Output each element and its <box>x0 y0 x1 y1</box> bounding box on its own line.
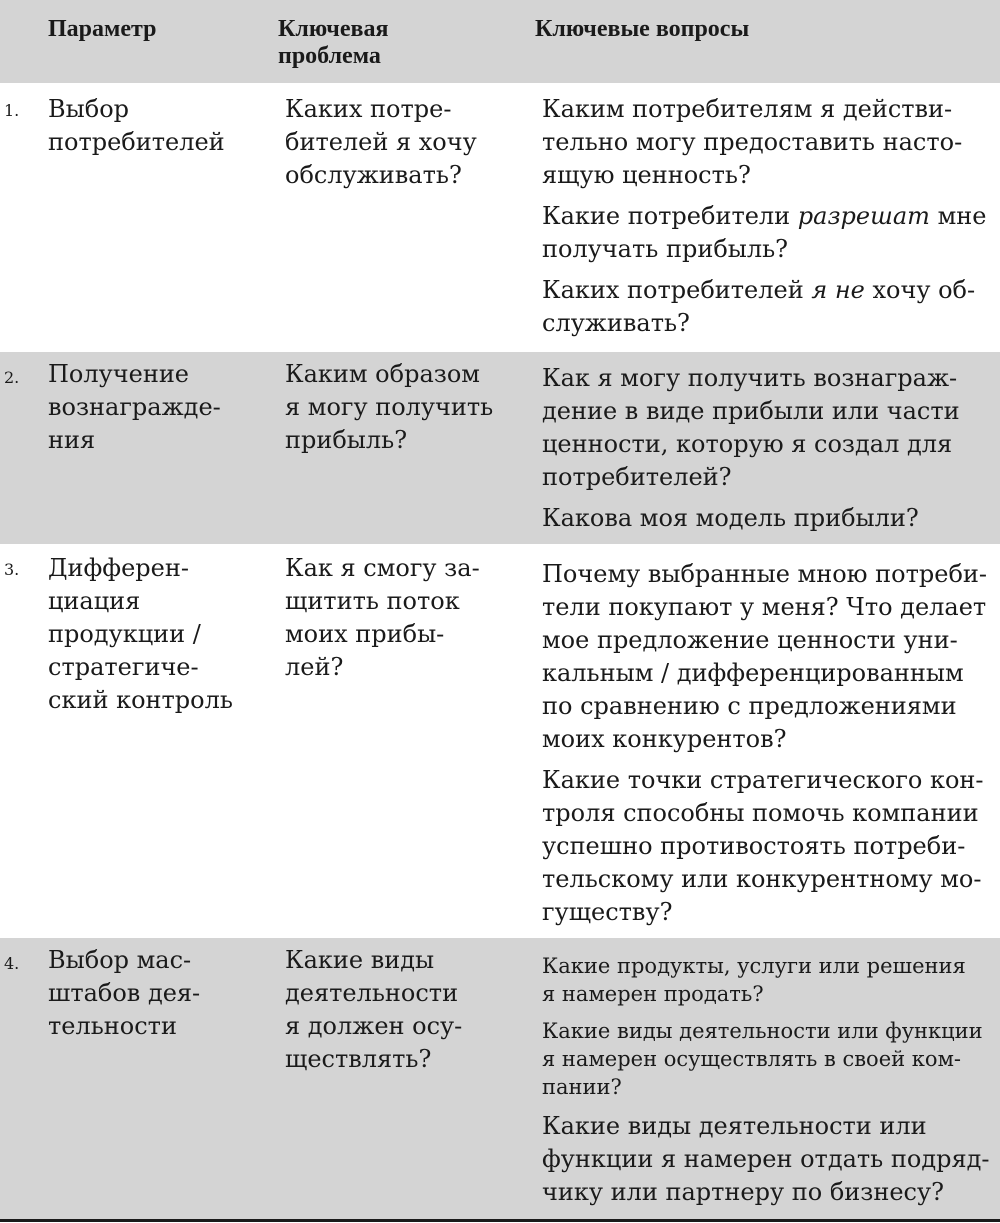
row-number: 2. <box>4 368 20 387</box>
row-questions <box>542 952 1000 1218</box>
row-number: 3. <box>4 560 20 579</box>
emphasis: разрешат <box>797 202 930 230</box>
row-number: 4. <box>4 954 20 973</box>
question: Какие точки стратегического кон- троля способны помочь компании успешно противостоять потреби- тельскому или конкурентному мо- гуществу? <box>542 766 984 926</box>
question: Какова моя модель прибыли? <box>542 504 919 532</box>
question: Какие виды деятельности или функции я намерен отдать подряд- чику или партнеру по бизнесу? <box>542 1112 990 1206</box>
row-problem: Какие виды деятельности я должен осу- ществлять? <box>285 946 463 1073</box>
row-questions <box>542 362 1000 543</box>
row-parameter: Выбор мас- штабов дея- тельности <box>48 946 201 1040</box>
table-row <box>0 352 1000 544</box>
header-parameter: Параметр <box>48 16 157 42</box>
row-problem: Каким образом я могу получить прибыль? <box>285 360 494 454</box>
row-questions <box>542 93 1000 348</box>
header-key-questions: Ключевые вопросы <box>535 16 750 42</box>
question: Как я могу получить вознаграж- дение в виде прибыли или части ценности, которую я создал для потребителей? <box>542 364 960 491</box>
row-parameter: Выбор потребителей <box>48 95 225 156</box>
row-number: 1. <box>4 101 20 120</box>
question: Каких потребителей я не хочу об- служивать? <box>542 276 976 337</box>
question: Какие потребители разрешат мне получать прибыль? <box>542 202 987 263</box>
row-parameter: Дифферен- циация продукции / стратегиче- ский контроль <box>48 554 233 714</box>
row-parameter: Получение вознагражде- ния <box>48 360 221 454</box>
emphasis: я не <box>811 276 865 304</box>
table-bottom-rule <box>0 1219 1000 1222</box>
table-row <box>0 83 1000 352</box>
table-row <box>0 544 1000 938</box>
question: Какие виды деятельности или функции я намерен осуществлять в своей ком- пании? <box>542 1019 983 1099</box>
header-key-problem: Ключевая проблема <box>278 16 389 69</box>
question: Каким потребителям я действи- тельно могу предоставить насто- ящую ценность? <box>542 95 963 189</box>
table-row <box>0 938 1000 1219</box>
table-header <box>0 0 1000 83</box>
row-questions <box>542 558 1000 937</box>
row-problem: Как я смогу за- щитить поток моих прибы- лей? <box>285 554 480 681</box>
question: Почему выбранные мною потреби- тели покупают у меня? Что делает мое предложение ценности уни- кальным / дифференцированным по сравнению с предложениями моих конкурентов? <box>542 560 988 753</box>
question: Какие продукты, услуги или решения я намерен продать? <box>542 954 966 1006</box>
row-problem: Каких потре- бителей я хочу обслуживать? <box>285 95 477 189</box>
